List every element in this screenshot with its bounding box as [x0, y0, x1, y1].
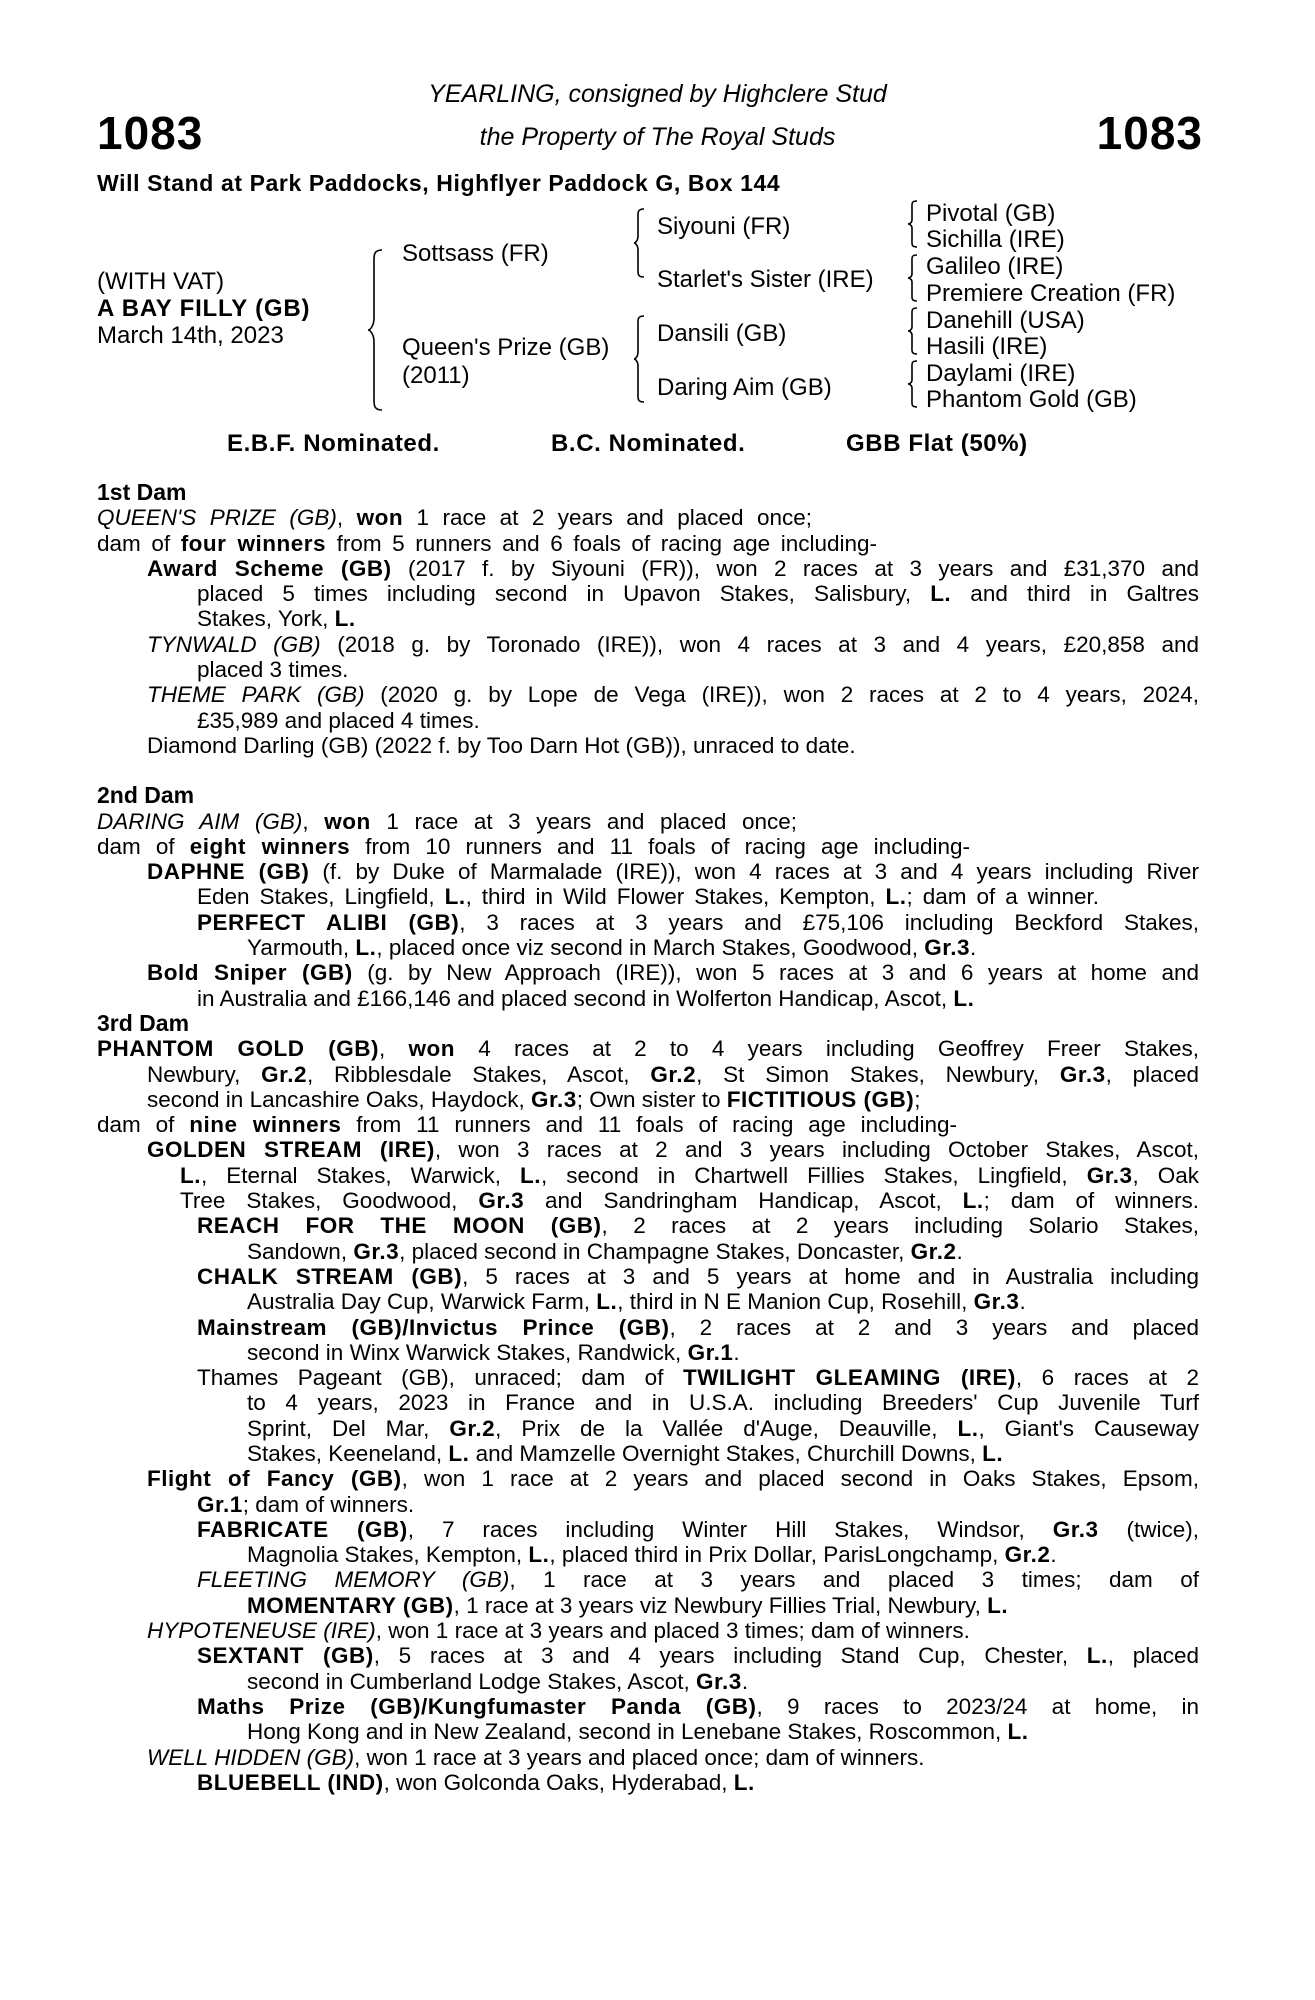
body-line: Yarmouth, L., placed once viz second in March Stakes, Goodwood, Gr.3.: [247, 935, 977, 961]
lot-number-left: 1083: [97, 107, 204, 159]
body-line: Hong Kong and in New Zealand, second in Lenebane Stakes, Roscommon, L.: [247, 1719, 1029, 1745]
body-line: PHANTOM GOLD (GB), won 4 races at 2 to 4 years including Geoffrey Freer Stakes,: [97, 1036, 1200, 1062]
g-bracket-4: [908, 361, 920, 407]
body-line: Stakes, York, L.: [197, 606, 356, 632]
body-line: Tree Stakes, Goodwood, Gr.3 and Sandringham Handicap, Ascot, L.; dam of winners.: [180, 1188, 1199, 1214]
body-line: Maths Prize (GB)/Kungfumaster Panda (GB), 9 races to 2023/24 at home, in: [197, 1693, 1199, 1719]
body-line: to 4 years, 2023 in France and in U.S.A. including Breeders' Cup Juvenile Turf: [247, 1390, 1199, 1416]
gbb-flat: GBB Flat (50%): [846, 430, 1028, 457]
sire-dam: Starlet's Sister (IRE): [657, 266, 874, 293]
g5: Danehill (USA): [926, 307, 1085, 334]
body-line: Thames Pageant (GB), unraced; dam of TWILIGHT GLEAMING (IRE), 6 races at 2: [197, 1365, 1199, 1391]
body-line: BLUEBELL (IND), won Golconda Oaks, Hyderabad, L.: [197, 1769, 755, 1795]
body-line: Sprint, Del Mar, Gr.2, Prix de la Vallée d'Auge, Deauville, L., Giant's Causeway: [247, 1415, 1199, 1441]
first-dam-heading: 1st Dam: [97, 479, 187, 505]
g1: Pivotal (GB): [926, 200, 1056, 227]
dam: Queen's Prize (GB): [402, 334, 610, 361]
body-line: SEXTANT (GB), 5 races at 3 and 4 years including Stand Cup, Chester, L., placed: [197, 1643, 1199, 1669]
g2: Sichilla (IRE): [926, 226, 1065, 253]
body-line: Flight of Fancy (GB), won 1 race at 2 years and placed second in Oaks Stakes, Epsom,: [147, 1466, 1199, 1492]
g3: Galileo (IRE): [926, 253, 1064, 280]
consignment-line: YEARLING, consigned by Highclere Stud: [428, 80, 887, 108]
body-line: TYNWALD (GB) (2018 g. by Toronado (IRE)), won 4 races at 3 and 4 years, £20,858 and: [147, 631, 1199, 657]
body-line: CHALK STREAM (GB), 5 races at 3 and 5 years at home and in Australia including: [197, 1263, 1199, 1289]
g-bracket-3: [908, 308, 920, 354]
vat-note: (WITH VAT): [97, 268, 225, 295]
body-line: Sandown, Gr.3, placed second in Champagne Stakes, Doncaster, Gr.2.: [247, 1238, 963, 1264]
sire-dam-bracket: [368, 250, 388, 410]
foaling-date: March 14th, 2023: [97, 322, 284, 349]
sire-sire: Siyouni (FR): [657, 213, 791, 240]
g-bracket-2: [908, 255, 920, 301]
body-line: placed 5 times including second in Upavon Stakes, Salisbury, L. and third in Galtres: [197, 581, 1199, 607]
body-line: PERFECT ALIBI (GB), 3 races at 3 years and £75,106 including Beckford Stakes,: [197, 909, 1200, 935]
body-line: REACH FOR THE MOON (GB), 2 races at 2 years including Solario Stakes,: [197, 1213, 1200, 1239]
body-line: Stakes, Keeneland, L. and Mamzelle Overnight Stakes, Churchill Downs, L.: [247, 1440, 1004, 1466]
property-line: the Property of The Royal Studs: [479, 123, 836, 151]
third-dam-heading: 3rd Dam: [97, 1009, 190, 1036]
g-bracket-1: [908, 201, 920, 247]
body-line: second in Cumberland Lodge Stakes, Ascot, Gr.3.: [247, 1668, 749, 1694]
dam-year: (2011): [402, 362, 470, 389]
body-line: Diamond Darling (GB) (2022 f. by Too Darn Hot (GB)), unraced to date.: [147, 732, 856, 758]
body-line: placed 3 times.: [197, 657, 349, 683]
body-line: Bold Sniper (GB) (g. by New Approach (IRE)), won 5 races at 3 and 6 years at home and: [147, 960, 1199, 986]
body-line: WELL HIDDEN (GB), won 1 race at 3 years and placed once; dam of winners.: [147, 1744, 925, 1770]
dam-dam: Daring Aim (GB): [657, 374, 832, 401]
body-line: HYPOTENEUSE (IRE), won 1 race at 3 years and placed 3 times; dam of winners.: [147, 1618, 970, 1644]
ebf-nomination: E.B.F. Nominated.: [227, 430, 440, 457]
body-line: FLEETING MEMORY (GB), 1 race at 3 years and placed 3 times; dam of: [197, 1567, 1199, 1593]
body-line: Magnolia Stakes, Kempton, L., placed third in Prix Dollar, ParisLongchamp, Gr.2.: [247, 1542, 1057, 1568]
g4: Premiere Creation (FR): [926, 280, 1176, 307]
lot-name: A BAY FILLY (GB): [97, 295, 311, 322]
body-line: second in Winx Warwick Stakes, Randwick, Gr.1.: [247, 1339, 740, 1365]
dam-bracket: [634, 316, 648, 402]
dam-sire: Dansili (GB): [657, 320, 787, 347]
body-line: Award Scheme (GB) (2017 f. by Siyouni (FR)), won 2 races at 3 years and £31,370 and: [147, 555, 1199, 581]
body-line: Eden Stakes, Lingfield, L., third in Wild Flower Stakes, Kempton, L.; dam of a winner.: [197, 884, 1099, 910]
body-line: DARING AIM (GB), won 1 race at 3 years and placed once;: [97, 808, 797, 834]
body-line: in Australia and £166,146 and placed second in Wolferton Handicap, Ascot, L.: [197, 985, 975, 1011]
body-line: dam of nine winners from 11 runners and 11 foals of racing age including-: [97, 1112, 957, 1138]
catalogue-body: [97, 479, 1200, 1795]
body-line: Australia Day Cup, Warwick Farm, L., third in N E Manion Cup, Rosehill, Gr.3.: [247, 1289, 1026, 1315]
sire: Sottsass (FR): [402, 240, 549, 267]
second-dam-heading: 2nd Dam: [97, 782, 195, 809]
bc-nomination: B.C. Nominated.: [551, 430, 746, 457]
g7: Daylami (IRE): [926, 360, 1076, 387]
body-line: L., Eternal Stakes, Warwick, L., second in Chartwell Fillies Stakes, Lingfield, Gr.3, Oak: [180, 1162, 1199, 1188]
body-line: MOMENTARY (GB), 1 race at 3 years viz Newbury Fillies Trial, Newbury, L.: [247, 1592, 1009, 1618]
stand-location: Will Stand at Park Paddocks, Highflyer Paddock G, Box 144: [97, 170, 781, 196]
body-line: second in Lancashire Oaks, Haydock, Gr.3; Own sister to FICTITIOUS (GB);: [147, 1086, 921, 1112]
g8: Phantom Gold (GB): [926, 386, 1137, 413]
body-line: FABRICATE (GB), 7 races including Winter Hill Stakes, Windsor, Gr.3 (twice),: [197, 1516, 1199, 1542]
g6: Hasili (IRE): [926, 333, 1048, 360]
body-line: THEME PARK (GB) (2020 g. by Lope de Vega (IRE)), won 2 races at 2 to 4 years, 2024,: [147, 682, 1199, 708]
body-line: dam of eight winners from 10 runners and 11 foals of racing age including-: [97, 833, 970, 859]
body-line: QUEEN'S PRIZE (GB), won 1 race at 2 years and placed once;: [97, 505, 812, 531]
body-line: dam of four winners from 5 runners and 6 foals of racing age including-: [97, 530, 878, 556]
body-line: DAPHNE (GB) (f. by Duke of Marmalade (IRE)), won 4 races at 3 and 4 years including River: [147, 859, 1200, 885]
body-line: Newbury, Gr.2, Ribblesdale Stakes, Ascot, Gr.2, St Simon Stakes, Newbury, Gr.3, placed: [147, 1061, 1199, 1087]
body-line: GOLDEN STREAM (IRE), won 3 races at 2 and 3 years including October Stakes, Ascot,: [147, 1137, 1199, 1163]
sire-bracket: [634, 209, 648, 277]
body-line: Mainstream (GB)/Invictus Prince (GB), 2 races at 2 and 3 years and placed: [197, 1314, 1199, 1340]
lot-number-right: 1083: [1096, 107, 1203, 159]
body-line: Gr.1; dam of winners.: [197, 1491, 415, 1517]
body-line: £35,989 and placed 4 times.: [197, 707, 480, 733]
